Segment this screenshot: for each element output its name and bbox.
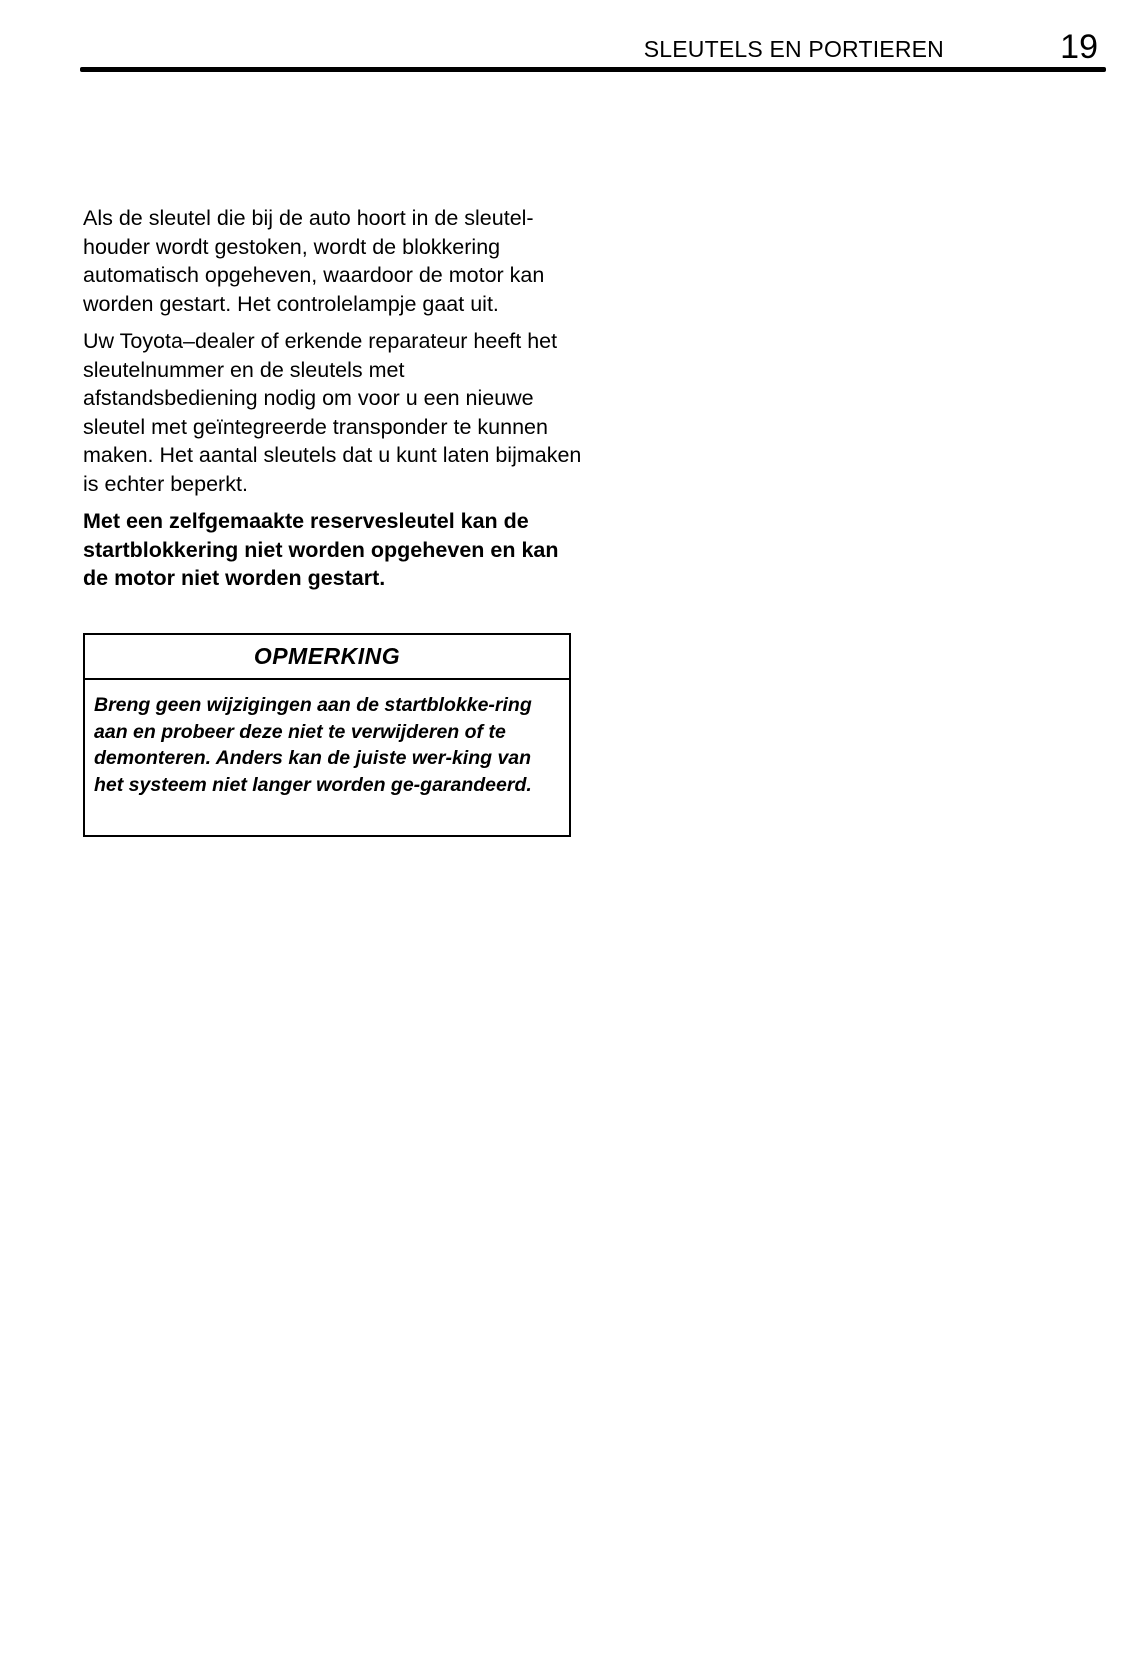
header-rule bbox=[80, 67, 1106, 72]
note-text: Breng geen wijzigingen aan de startblokke-ring aan en probeer deze niet te verwijderen of te demonteren. Anders kan de juiste wer-king van het systeem niet langer worden ge-garandeerd. bbox=[94, 694, 532, 796]
page-number: 19 bbox=[1060, 28, 1098, 66]
paragraph-key-insertion: Als de sleutel die bij de auto hoort in de sleutel-houder wordt gestoken, wordt de blokkering automatisch opgeheven, waardoor de motor kan worden gestart. Het controlelampje gaat uit. bbox=[83, 206, 545, 316]
body-text bbox=[83, 204, 583, 602]
paragraph-warning: Met een zelfgemaakte reservesleutel kan de startblokkering niet worden opgeheven en kan de motor niet worden gestart. bbox=[83, 509, 559, 590]
note-title: OPMERKING bbox=[85, 635, 569, 680]
note-box bbox=[83, 633, 571, 837]
paragraph-dealer-info: Uw Toyota–dealer of erkende reparateur heeft het sleutelnummer en de sleutels met afstandsbediening nodig om voor u een nieuwe sleutel met geïntegreerde transponder te kunnen maken. Het aantal sleutels dat u kunt laten bijmaken is echter beperkt. bbox=[83, 329, 582, 496]
section-title: SLEUTELS EN PORTIEREN bbox=[643, 36, 944, 62]
page-header bbox=[80, 30, 1106, 72]
